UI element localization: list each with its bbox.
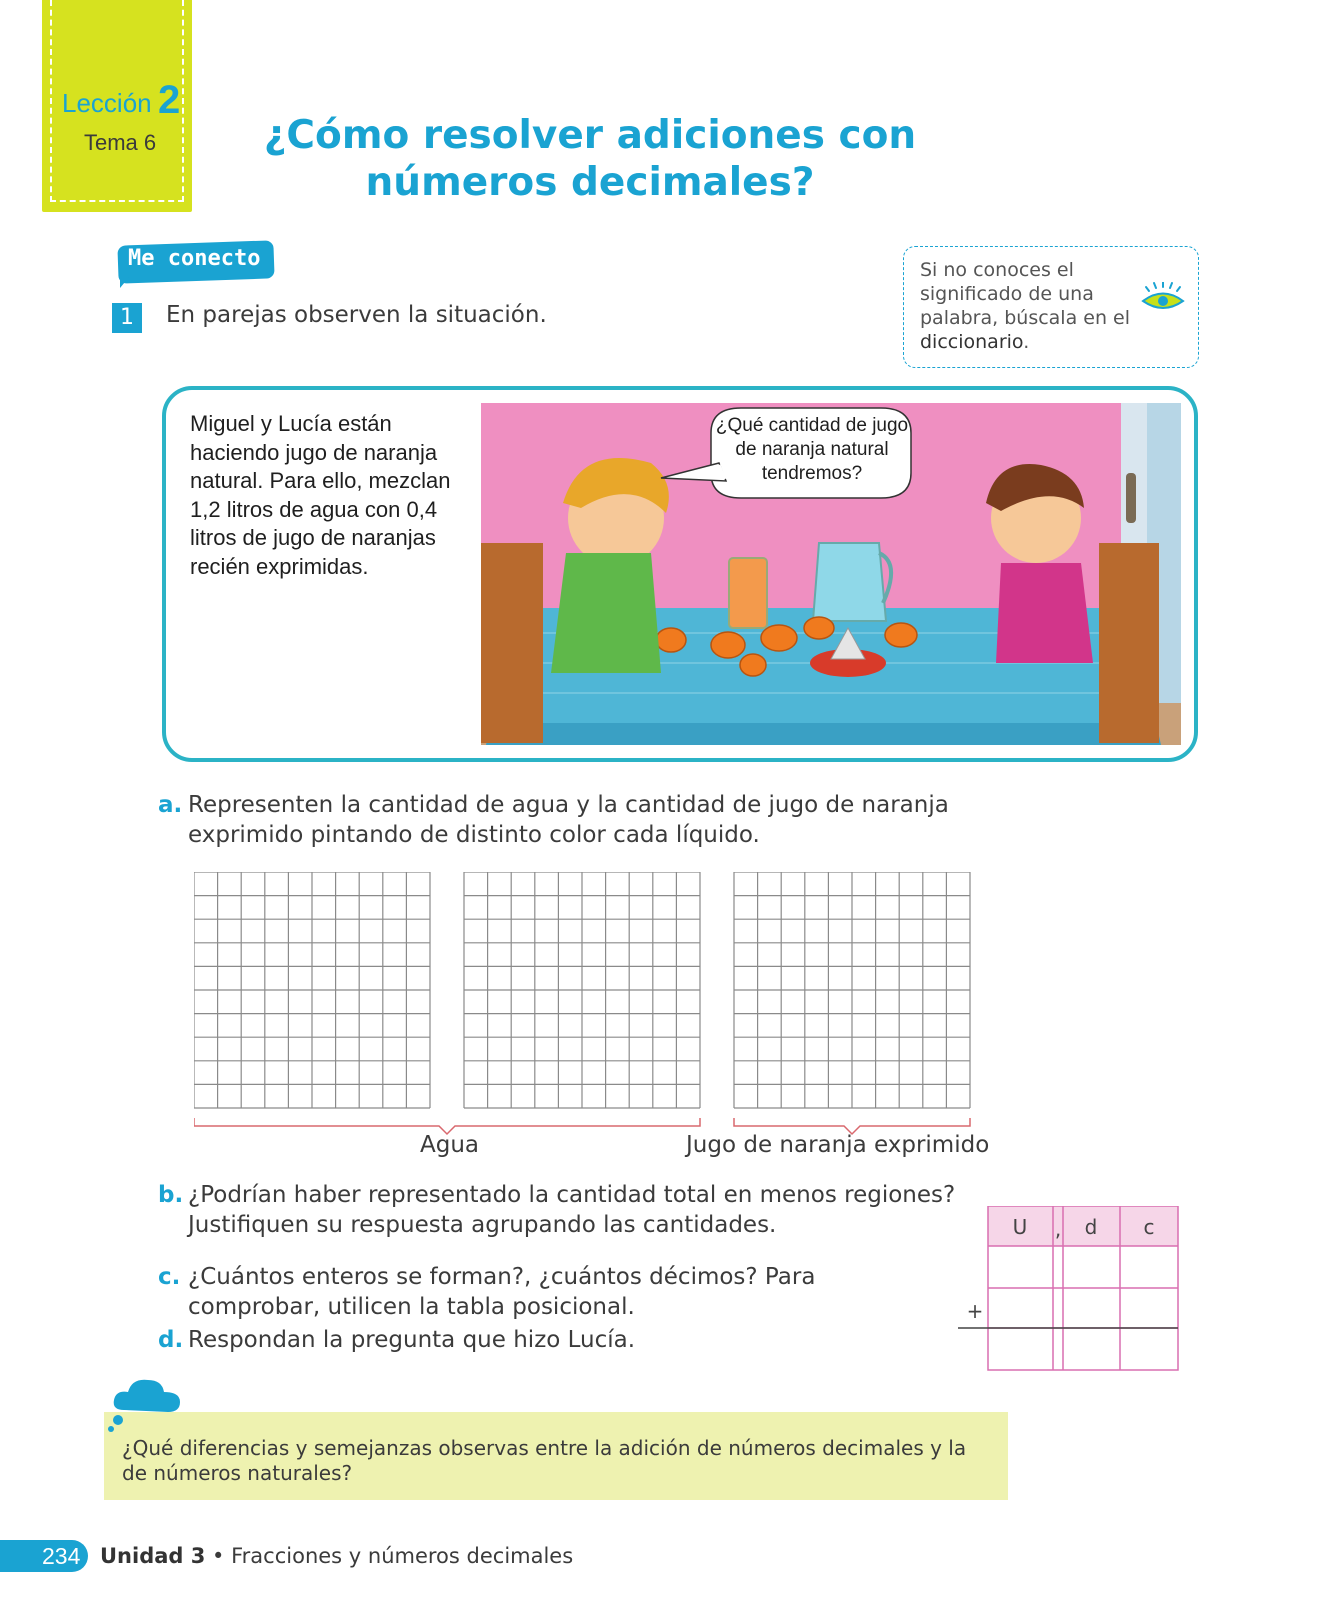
badge-tail [120,276,130,288]
speech-bubble-text: ¿Qué cantidad de jugo de naranja natural tendremos? [715,415,909,484]
question-b-text: ¿Podrían haber representado la cantidad total en menos regiones? Justifiquen su respuesta agrupando las cantidades. [188,1182,956,1238]
activity-instruction: En parejas observen la situación. [166,302,547,328]
thought-cloud-icon [102,1370,186,1434]
reflection-question: ¿Qué diferencias y semejanzas observas entre la adición de números decimales y la de números naturales? [122,1436,967,1485]
tip-keyword: diccionario [920,331,1024,353]
hundred-grids [194,872,994,1140]
footer-subject: Fracciones y números decimales [231,1544,574,1568]
page-number: 234 [42,1543,81,1569]
place-header-units: U [1012,1215,1028,1239]
section-badge-label: Me conecto [128,246,261,271]
hundred-grid[interactable] [464,872,700,1108]
question-c-text: ¿Cuántos enteros se forman?, ¿cuántos décimos? Para comprobar, utilicen la tabla posicional. [188,1264,816,1320]
question-c [158,1262,858,1322]
footer-unit-name: Unidad 3 [100,1544,206,1568]
lesson-label: Lección [62,88,152,118]
story-text: Miguel y Lucía están haciendo jugo de naranja natural. Para ello, mezclan 1,2 litros de agua con 0,4 litros de jugo de naranjas recién exprimidas. [190,411,451,579]
grid-label-water: Agua [420,1132,480,1158]
question-d-text: Respondan la pregunta que hizo Lucía. [188,1327,636,1353]
question-a-text: Representen la cantidad de agua y la cantidad de jugo de naranja exprimido pintando de distinto color cada líquido. [188,792,949,848]
grid-label-juice: Jugo de naranja exprimido [686,1132,990,1158]
question-c-letter: c. [158,1264,181,1290]
tip-text: Si no conoces el significado de una palabra, búscala en el diccionario. [920,259,1131,353]
place-value-table [958,1206,1188,1376]
plus-sign: + [966,1299,984,1323]
question-b-letter: b. [158,1182,184,1208]
lesson-topic: Tema 6 [84,130,157,155]
question-d-letter: d. [158,1327,184,1353]
place-header-hundredths: c [1143,1215,1155,1239]
hundred-grid[interactable] [194,872,430,1108]
eye-icon [1140,282,1186,318]
question-a [158,790,958,850]
hundred-grid[interactable] [734,872,970,1108]
page-title: ¿Cómo resolver adiciones con números decimales? [263,113,917,205]
place-header-comma: , [1054,1217,1062,1241]
lesson-number: 2 [158,78,181,122]
activity-number: 1 [112,303,142,333]
footer-unit: Unidad 3 • Fracciones y números decimales [100,1544,574,1568]
question-a-letter: a. [158,792,183,818]
place-header-tenths: d [1084,1215,1098,1239]
question-d [158,1325,858,1355]
question-b [158,1180,958,1240]
